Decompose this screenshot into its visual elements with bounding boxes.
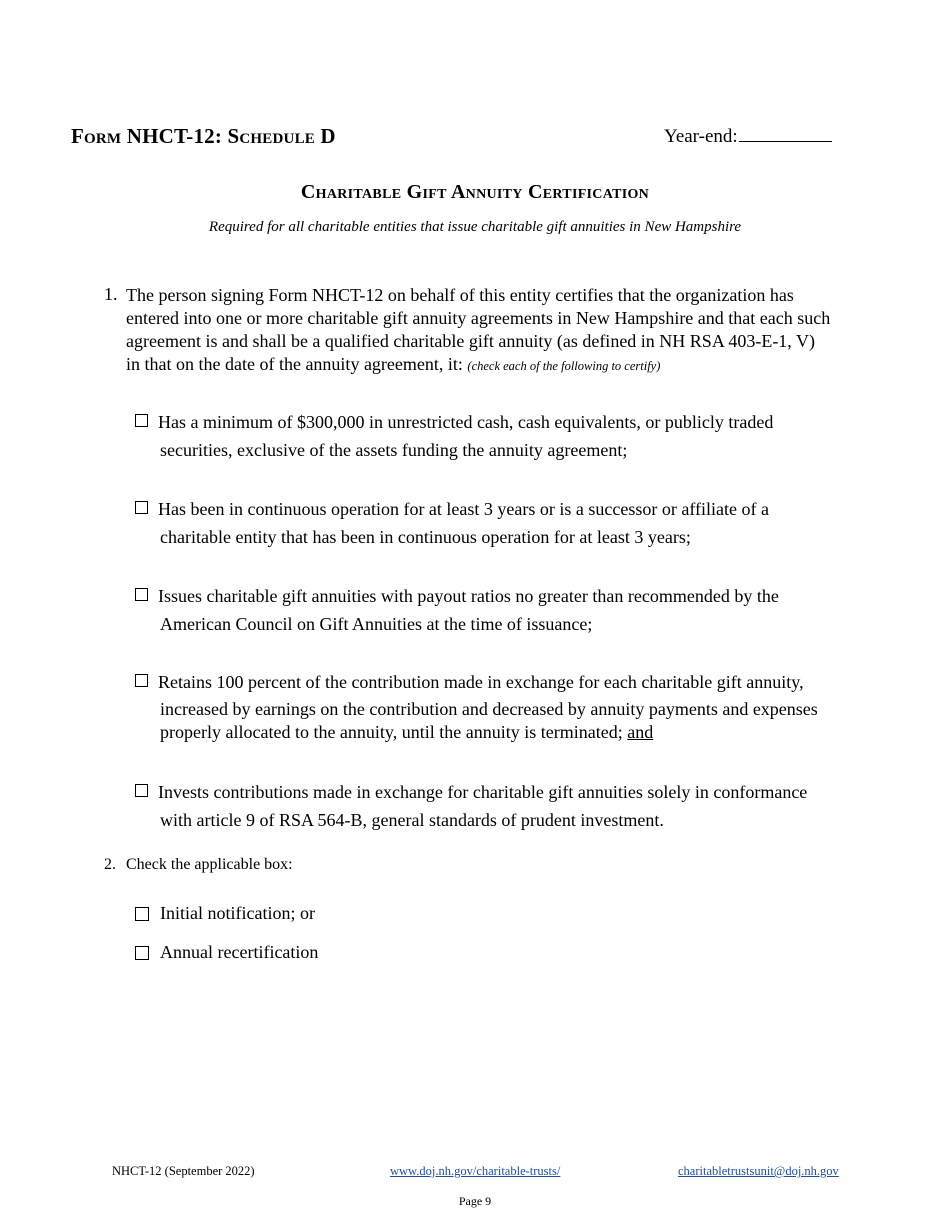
checkbox[interactable] [135,501,148,514]
check-text-rest-body: increased by earnings on the contribution and decreased by annuity payments and expenses properly allocated to the annuity, until the annuity is terminated; [160,699,818,742]
option-label: Initial notification; or [160,903,315,923]
footer-website-link[interactable]: www.doj.nh.gov/charitable-trusts/ [390,1164,561,1178]
check-text-rest: with article 9 of RSA 564-B, general standards of prudent investment. [160,810,664,830]
checkbox[interactable] [135,588,148,601]
item2-number: 2. [104,856,116,873]
check-text-line1: Issues charitable gift annuities with payout ratios no greater than recommended by the [158,586,779,606]
checkbox[interactable] [135,674,148,687]
year-end-blank[interactable] [739,126,832,142]
item1-number: 1. [104,284,118,304]
year-end-label: Year-end: [664,126,738,147]
certify-minimum-assets[interactable] [135,410,835,462]
check-text-rest: American Council on Gift Annuities at the time of issuance; [160,614,593,634]
certify-retains-contribution[interactable] [135,670,835,744]
option-initial-notification[interactable] [135,903,315,924]
subtitle: Required for all charitable entities that issue charitable gift annuities in New Hampshire [208,219,742,235]
checkbox[interactable] [135,784,148,797]
checkbox[interactable] [135,414,148,427]
item1-text [126,284,831,378]
item2-text: Check the applicable box: [126,856,293,873]
year-end-field[interactable] [664,126,832,148]
footer-email-link[interactable]: charitabletrustsunit@doj.nh.gov [678,1164,839,1178]
option-label: Annual recertification [160,942,319,962]
check-text-line1: Has a minimum of $300,000 in unrestricted cash, cash equivalents, or publicly traded [158,412,774,432]
page-number: Page 9 [458,1194,492,1208]
certify-prudent-investment[interactable] [135,780,835,832]
certify-continuous-operation[interactable] [135,497,835,549]
checkbox[interactable] [135,946,149,960]
checkbox[interactable] [135,907,149,921]
certification-title: Charitable Gift Annuity Certification [300,181,650,203]
certify-payout-ratios[interactable] [135,584,835,636]
check-text-rest [160,698,835,744]
check-text-line1: Retains 100 percent of the contribution made in exchange for each charitable gift annuity, [158,672,804,692]
conjunction-and: and [627,722,654,742]
footer-form-version: NHCT-12 (September 2022) [112,1164,255,1178]
check-text-rest: securities, exclusive of the assets funding the annuity agreement; [160,440,628,460]
item1-statement: The person signing Form NHCT-12 on behalf of this entity certifies that the organization has entered into one or more charitable gift annuity agreements in New Hampshire and that each such agreement is and shall be a qualified charitable gift annuity (as defined in NH RSA 403-E-1, V) in that on the date of the annuity agreement, it: [126,285,831,374]
option-annual-recertification[interactable] [135,942,318,963]
item1-instruction: (check each of the following to certify) [467,359,661,373]
form-title: Form NHCT-12: Schedule D [71,124,336,148]
check-text-line1: Has been in continuous operation for at least 3 years or is a successor or affiliate of a [158,499,769,519]
check-text-line1: Invests contributions made in exchange for charitable gift annuities solely in conformance [158,782,808,802]
check-text-rest: charitable entity that has been in continuous operation for at least 3 years; [160,527,691,547]
